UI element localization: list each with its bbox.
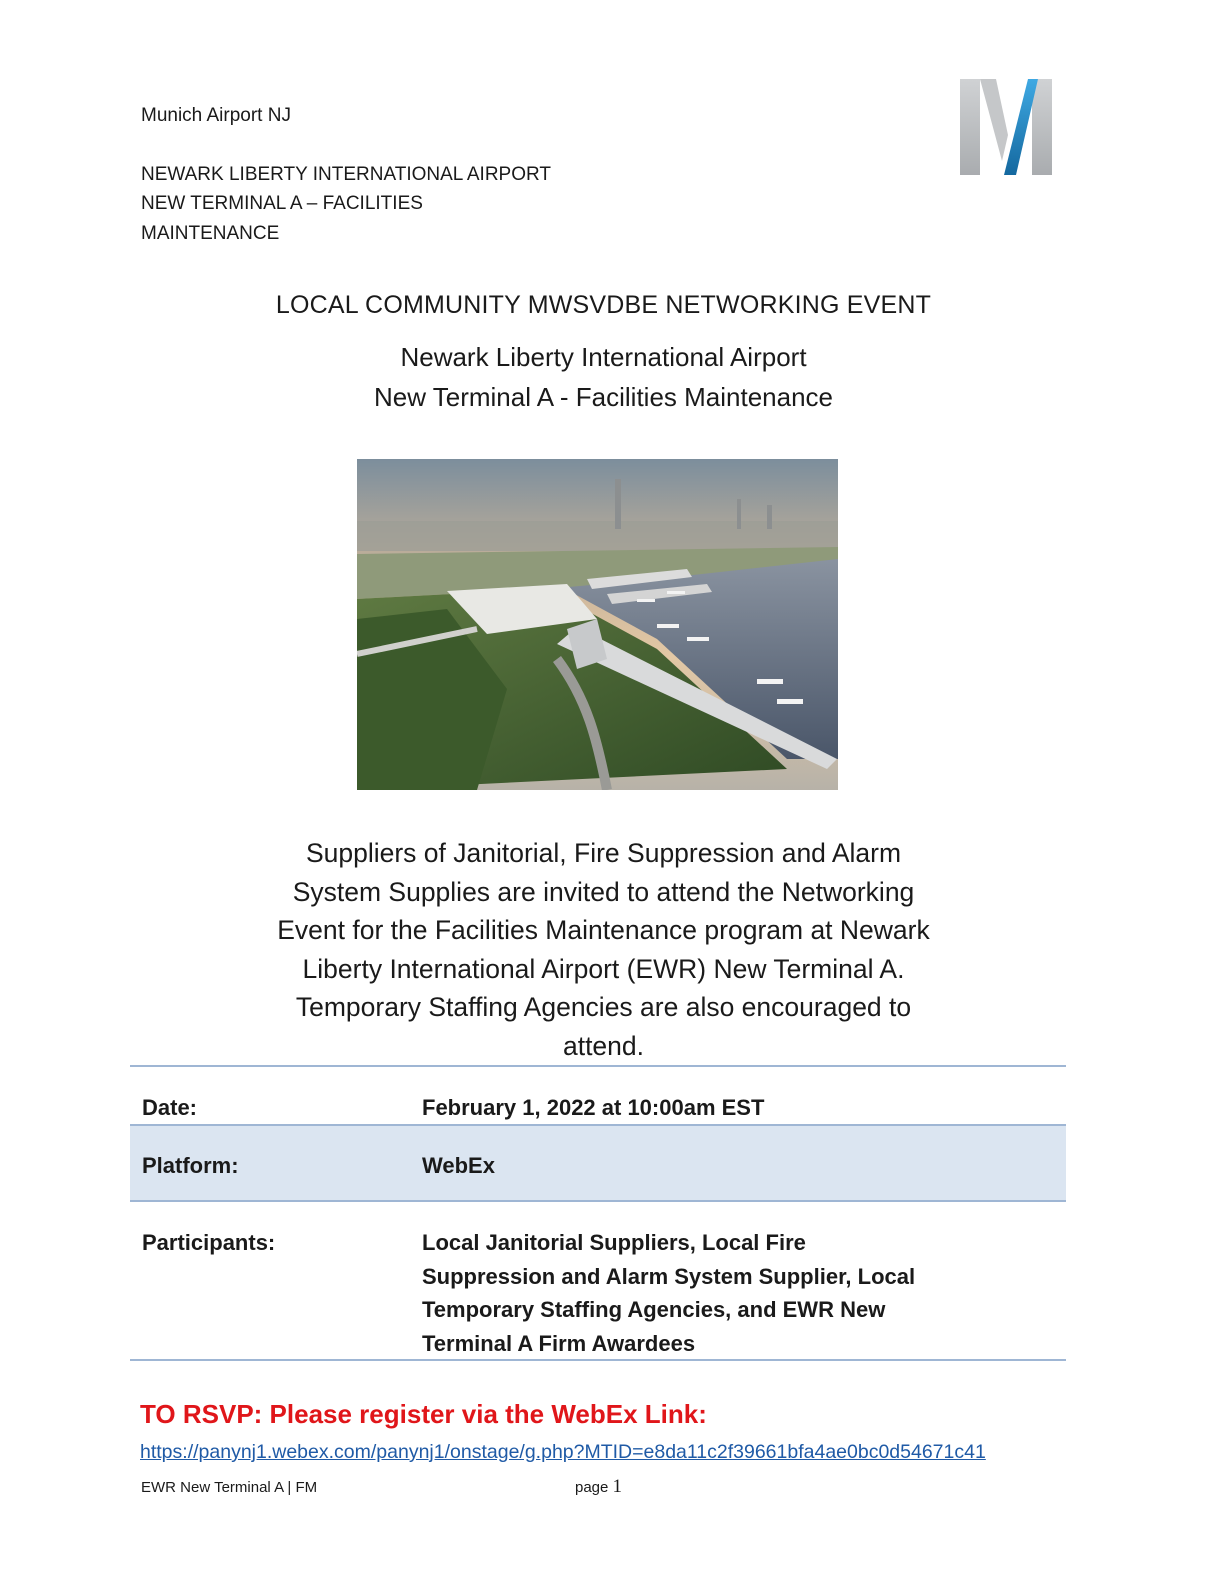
participants-line: Suppression and Alarm System Supplier, Local bbox=[422, 1263, 916, 1289]
platform-value: WebEx bbox=[422, 1153, 495, 1178]
table-row-date bbox=[130, 1067, 1066, 1124]
invitation-line: Suppliers of Janitorial, Fire Suppression and Alarm bbox=[305, 838, 902, 868]
project-line-1: NEWARK LIBERTY INTERNATIONAL AIRPORT bbox=[141, 164, 551, 185]
event-subtitle-airport: Newark Liberty International Airport bbox=[400, 342, 807, 372]
organization-name: Munich Airport NJ bbox=[141, 105, 291, 126]
munich-airport-m-logo-icon bbox=[958, 77, 1054, 177]
page-number: 1 bbox=[612, 1476, 623, 1497]
participants-value bbox=[422, 1226, 982, 1360]
table-row-platform bbox=[130, 1126, 1066, 1200]
date-value: February 1, 2022 at 10:00am EST bbox=[422, 1095, 765, 1120]
participants-line: Local Janitorial Suppliers, Local Fire bbox=[422, 1230, 806, 1255]
invitation-line: Liberty International Airport (EWR) New Terminal A. bbox=[302, 953, 905, 984]
event-subtitle-terminal: New Terminal A - Facilities Maintenance bbox=[373, 382, 834, 412]
project-line-3: MAINTENANCE bbox=[141, 223, 280, 244]
event-title: LOCAL COMMUNITY MWSVDBE NETWORKING EVENT bbox=[275, 291, 932, 319]
participants-label: Participants: bbox=[142, 1230, 276, 1255]
invitation-paragraph bbox=[200, 834, 1007, 1066]
project-line-2: NEW TERMINAL A – FACILITIES bbox=[141, 193, 423, 214]
invitation-line: System Supplies are invited to attend the Networking bbox=[292, 876, 915, 907]
footer-document-label: EWR New Terminal A | FM bbox=[141, 1479, 318, 1496]
invitation-line: attend. bbox=[562, 1030, 645, 1061]
participants-line: Temporary Staffing Agencies, and EWR New bbox=[422, 1297, 886, 1322]
footer-page-number bbox=[575, 1476, 622, 1499]
event-details-table bbox=[130, 1065, 1066, 1361]
table-rule bbox=[130, 1359, 1066, 1361]
table-row-participants bbox=[130, 1202, 1066, 1359]
platform-label: Platform: bbox=[142, 1153, 239, 1178]
rsvp-heading: TO RSVP: Please register via the WebEx Link: bbox=[140, 1399, 707, 1429]
webex-registration-link[interactable]: https://panynj1.webex.com/panynj1/onstage/g.php?MTID=e8da11c2f39661bfa4ae0bc0d54671c41 bbox=[140, 1441, 986, 1463]
airport-terminal-rendering-image bbox=[357, 459, 838, 790]
invitation-line: Event for the Facilities Maintenance program at Newark bbox=[277, 915, 930, 946]
participants-line: Terminal A Firm Awardees bbox=[422, 1330, 696, 1356]
date-label: Date: bbox=[142, 1095, 198, 1120]
page-word: page bbox=[575, 1479, 609, 1496]
invitation-line: Temporary Staffing Agencies are also encouraged to bbox=[295, 992, 912, 1023]
